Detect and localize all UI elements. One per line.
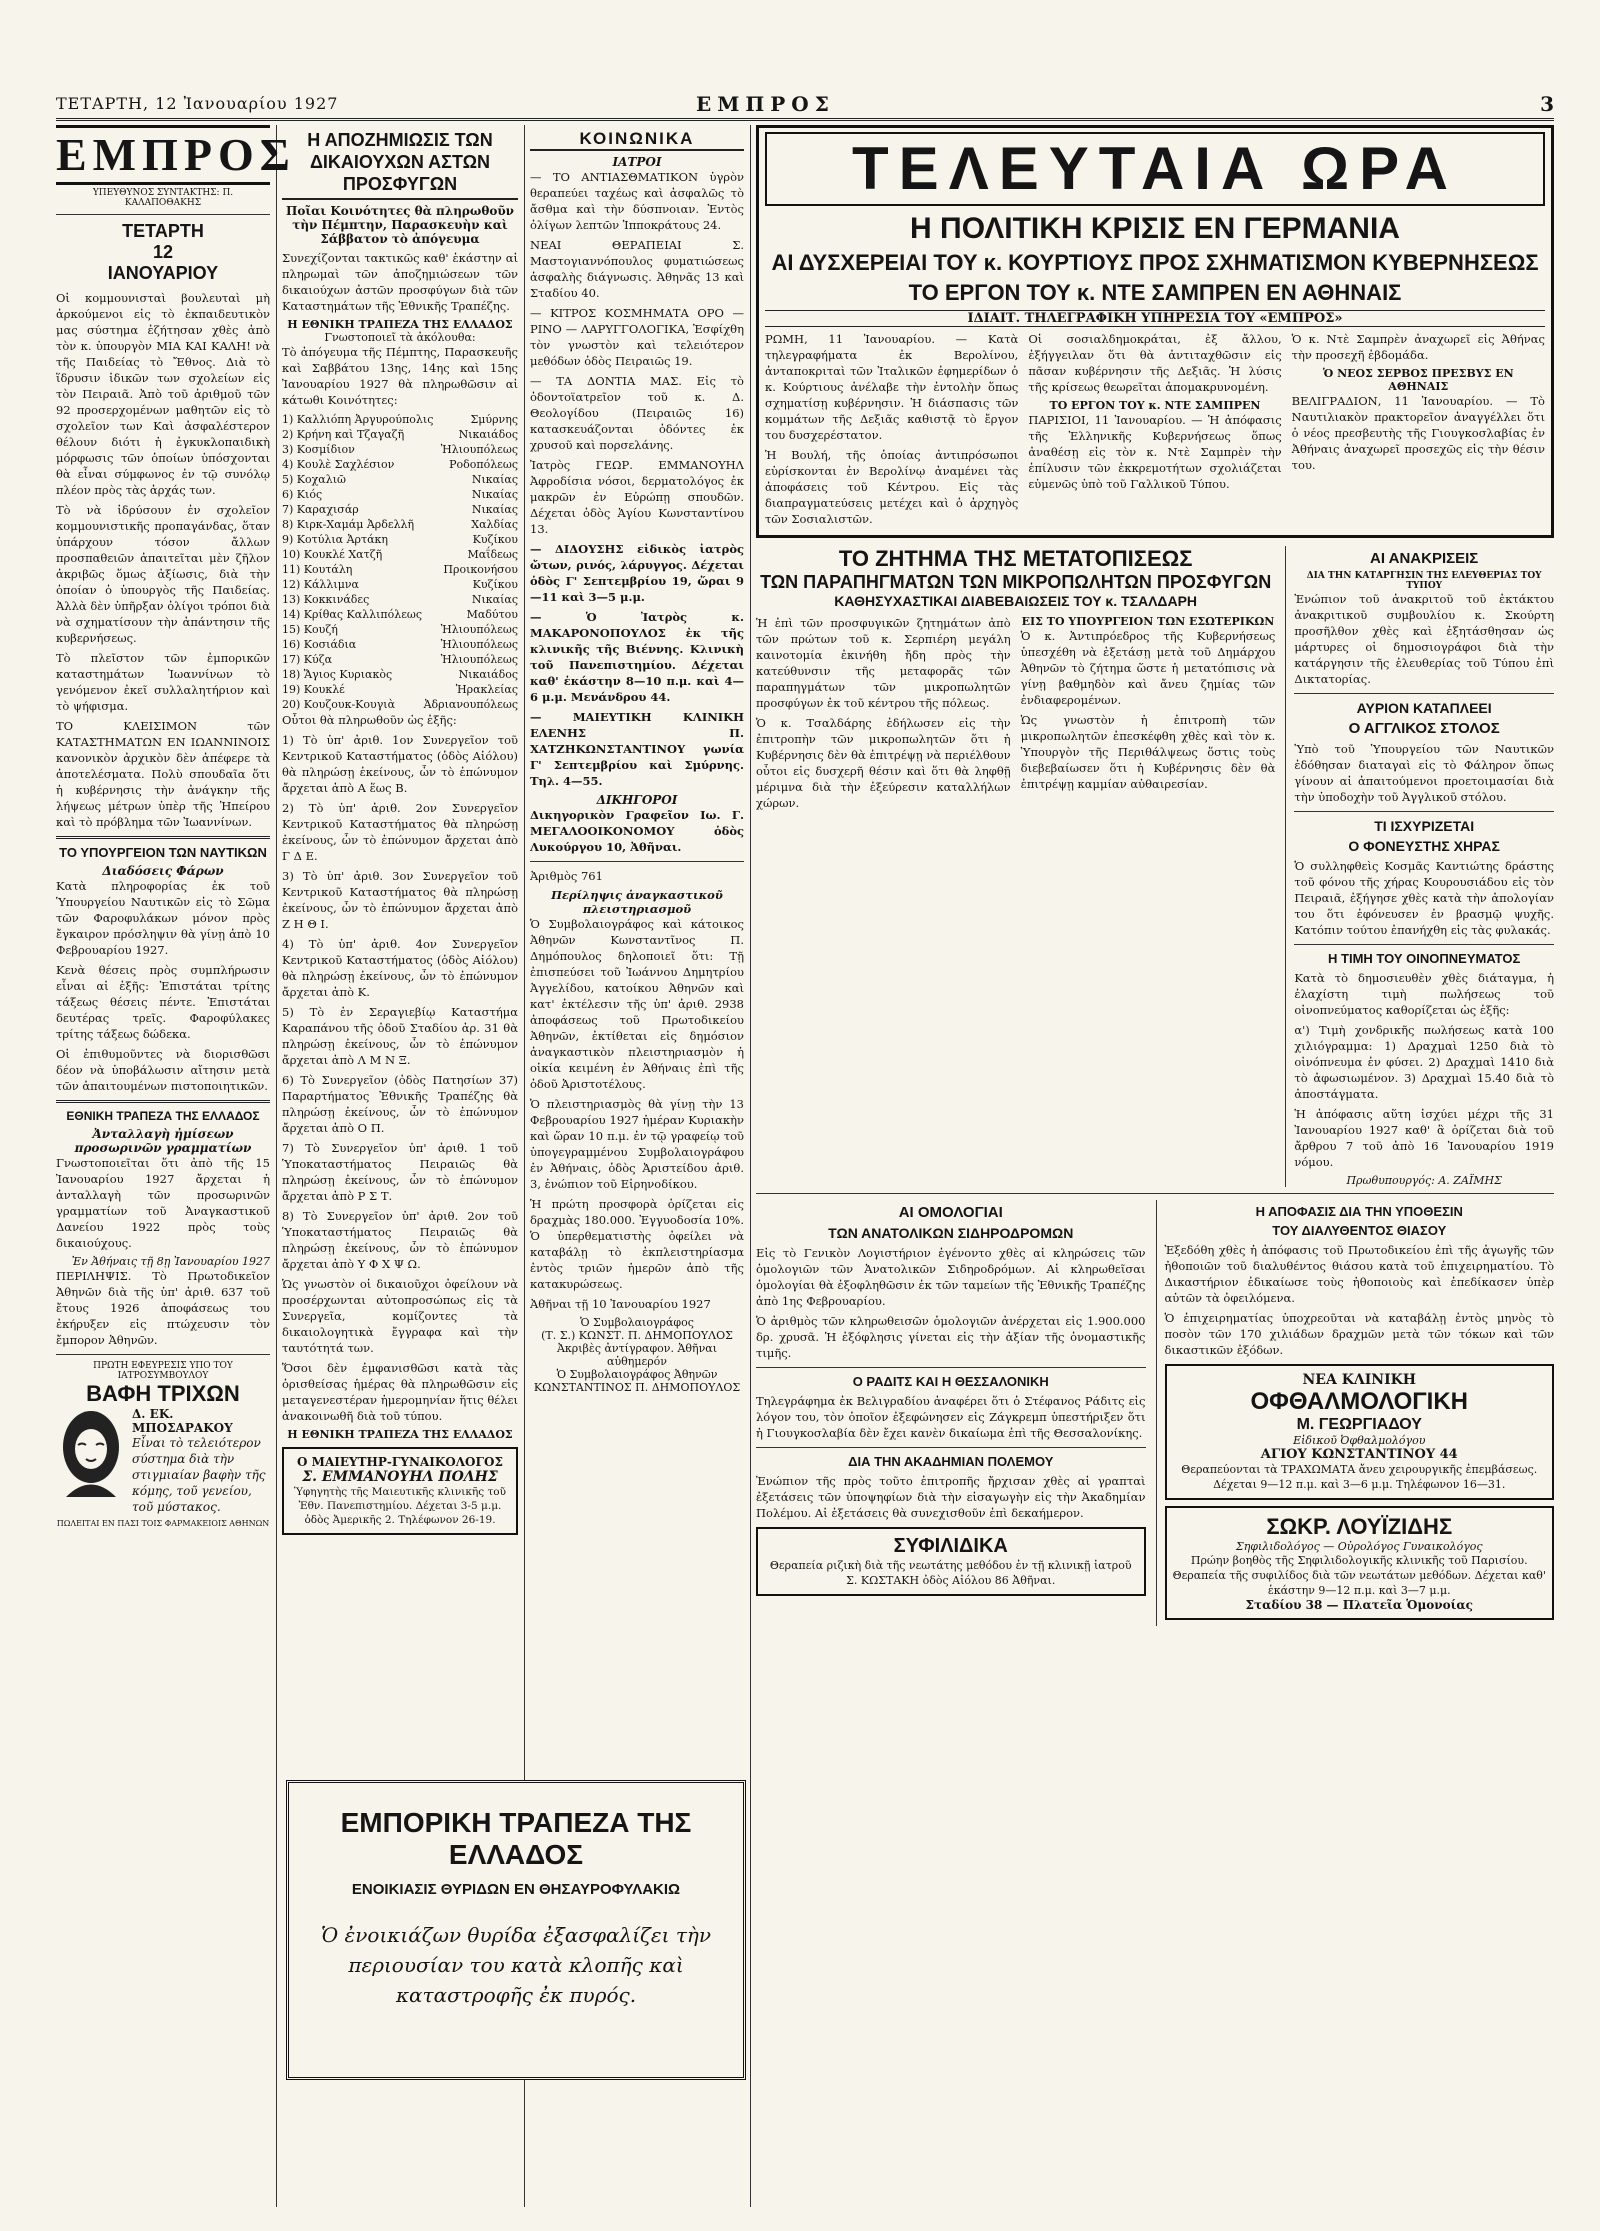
bank-subtitle: Ἀνταλλαγὴ ἠμίσεων προσωρινῶν γραμματίων	[74, 1127, 252, 1155]
community-area: Ροδοπόλεως	[449, 458, 518, 471]
belgrade-dispatch: ΒΕΛΙΓΡΑΔΙΟΝ, 11 Ἰανουαρίου. — Τὸ Ναυτιλιακὸν πρακτορεῖον ἀναγγέλλει ὅτι ὁ νέος πρεσβευτὴς τῆς Γιουγκοσλαβίας ἐν Ἀθήναις ἀναχωρεῖ προσεχῶς εἰς τὴν θέσιν του.	[1291, 394, 1545, 472]
kiosk-headline-1: ΤΟ ΖΗΤΗΜΑ ΤΗΣ ΜΕΤΑΤΟΠΙΣΕΩΣ	[838, 546, 1193, 571]
community-row	[282, 667, 518, 682]
community-row	[282, 442, 518, 457]
community-name: 6) Κιός	[282, 488, 323, 501]
reichstag-dispatch: Ἡ Βουλή, τῆς ὁποίας ἀντιπρόσωποι εὑρίσκονται ἐν Βερολίνῳ ἀναμένει τὰς ἀποφάσεις τοῦ Κέντρου. Εἰς τὰς διαπραγματεύσεις μετέχει καὶ ὁ ἀρχηγὸς τῶν Σοσιαλιστῶν.	[765, 448, 1019, 526]
community-name: 1) Καλλιόπη Ἀργυρούπολις	[282, 413, 434, 426]
compensation-p5: 2) Τὸ ὑπ' ἀριθ. 2ον Συνεργεῖον Κεντρικοῦ Καταστήματος θὰ πληρώσῃ ἐκείνους, ὧν τὸ ἐπώνυμον ἄρχεται ἀπὸ Γ Δ Ε.	[282, 801, 518, 863]
dechambrun-departure: Ὁ κ. Ντὲ Σαμπρὲν ἀναχωρεῖ εἰς Ἀθήνας τὴν προσεχῆ ἑβδομάδα.	[1291, 332, 1545, 362]
socialdemocrats-dispatch: Οἱ σοσιαλδημοκράται, ἐξ ἄλλου, ἐξήγγειλαν ὅτι θὰ ἀντιταχθῶσιν εἰς πᾶσαν κυβέρνησιν τῆς Δεξιᾶς. Ἡ λύσις τῆς κρίσεως θεωρεῖται ἀπομακρυνομένη.	[1028, 332, 1282, 394]
syphilis-ad	[756, 1527, 1146, 1596]
community-area: Μαΐδεως	[467, 548, 518, 561]
academy-p: Ἐνώπιον τῆς πρὸς τοῦτο ἐπιτροπῆς ἤρχισαν χθὲς αἱ γραπταὶ ἐξετάσεις τῶν ὑποψηφίων διὰ τὴν εἰσαγωγὴν εἰς τὴν Ἀκαδημίαν Πολέμου. Αἱ ἐξετάσεις θὰ συνεχισθοῦν ἐπὶ δεκαήμερον.	[756, 1474, 1146, 1520]
community-row	[282, 547, 518, 562]
community-row	[282, 487, 518, 502]
community-row	[282, 697, 518, 712]
community-area: Νικαιάδος	[458, 428, 518, 441]
troupe-column	[1156, 1200, 1555, 1626]
compensation-p2: Τὸ ἀπόγευμα τῆς Πέμπτης, Παρασκευῆς καὶ Σαββάτου 13ης, 14ης καὶ 15ης Ἰανουαρίου 1927 θὰ πληρωθῶσιν αἱ κάτωθι Κοινότητες:	[282, 345, 518, 407]
hairdye-ad-text: Εἶναι τὸ τελειότερον σύστημα διὰ τὴν στιγμιαίαν βαφὴν τῆς κόμης, τοῦ γενείου, τοῦ μύστακος.	[132, 1436, 266, 1514]
eye-clinic-text: Θεραπεύονται τὰ ΤΡΑΧΩΜΑΤΑ ἄνευ χειρουργικῆς ἐπεμβάσεως. Δέχεται 9—12 π.μ. καὶ 3—6 μ.μ. Τηλέφωνον 16—31.	[1181, 1463, 1538, 1491]
community-name: 19) Κουκλέ	[282, 683, 345, 696]
fleet-p: Ὑπὸ τοῦ Ὑπουργείου τῶν Ναυτικῶν ἐδόθησαν διαταγαὶ εἰς τὸ Φάληρον ὅπως γίνουν αἱ ἀπαιτούμενοι προετοιμασίαι διὰ τὴν ὑποδοχὴν τοῦ Ἀγγλικοῦ στόλου.	[1294, 742, 1554, 804]
serbian-envoy-subhead: Ὁ ΝΕΟΣ ΣΕΡΒΟΣ ΠΡΕΣΒΥΣ ΕΝ ΑΘΗΝΑΙΣ	[1322, 367, 1514, 393]
radic-title: Ο ΡΑΔΙΤΣ ΚΑΙ Η ΘΕΣΣΑΛΟΝΙΚΗ	[852, 1374, 1049, 1389]
community-area: Ἠλιουπόλεως	[440, 623, 518, 636]
dechambrun-headline: ΤΟ ΕΡΓΟΝ ΤΟΥ κ. ΝΤΕ ΣΑΜΠΡΕΝ ΕΝ ΑΘΗΝΑΙΣ	[908, 280, 1402, 305]
eye-clinic-name: Μ. ΓΕΩΡΓΙΑΔΟΥ	[1296, 1416, 1422, 1433]
social-p8: — ΜΑΙΕΥΤΙΚΗ ΚΛΙΝΙΚΗ ΕΛΕΝΗΣ Π. ΧΑΤΖΗΚΩΝΣΤΑΝΤΙΝΟΥ γωνία Γ' Σεπτεμβρίου καὶ Σμύρνης. Τηλ. 4—55.	[530, 710, 744, 788]
community-area: Νικαίας	[471, 593, 518, 606]
radic-p: Τηλεγράφημα ἐκ Βελιγραδίου ἀναφέρει ὅτι ὁ Στέφανος Ράδιτς εἰς λόγον του, τὸν ὁποῖον ἐξεφώνησεν εἰς Ζάγκρεμπ ὑπεστήριξεν ὅτι ἡ Γιουγκοσλαβία δὲν ἔχει κανὲν δικαίωμα ἐπὶ τῆς Θεσσαλονίκης.	[756, 1394, 1146, 1440]
railway-p1: Εἰς τὸ Γενικὸν Λογιστήριον ἐγένοντο χθὲς αἱ κληρώσεις τῶν ὁμολογιῶν τῶν Ἀνατολικῶν Σιδηροδρόμων. Αἱ κληρωθεῖσαι ὁμολογίαι θὰ ἐξοφληθῶσιν ἐκ τῶν ταμείων τῆς Ἐθνικῆς Τραπέζης ἀπὸ 1ης Φεβρουαρίου.	[756, 1246, 1146, 1308]
community-row	[282, 532, 518, 547]
community-area: Νικαιάδος	[458, 668, 518, 681]
editorial-p1: Οἱ κομμουνισταὶ βουλευταὶ μὴ ἀρκούμενοι εἰς τὸ ἐκπαιδευτικὸν μας σύστημα ἐζήτησαν χθὲς ἀπὸ τὸν κ. ὑπουργὸν ΜΙΑ ΚΑΙ ΚΑΛΗ! νὰ τῆς Παιδείας τὸ Ἔθνος. Διὰ τὸ ἵδρυσιν ἰδικῶν των σχολείων εἰς τὸν Πειραιᾶ. Ἀπὸ τοῦ ἀριθμοῦ τῶν 92 προσερχομένων μαθητῶν εἰς τὸ σχολεῖον των Καὶ ἀσφαλέστερον θέλουν διότι ἡ ἐγκυκλοπαιδικὴ μόρφωσις τῶν ὁποίων ὑπόσχονται θὰ εἶναι σύμφωνος ἐν τῷ συνόλῳ πλέον πρὸς τὰς ἀρχάς των.	[56, 291, 270, 497]
community-name: 4) Κουλὲ Σαχλέσιον	[282, 458, 395, 471]
compensation-p10: 7) Τὸ Συνεργεῖον ὑπ' ἀριθ. 1 τοῦ Ὑποκαταστήματος Πειραιῶς θὰ πληρώσῃ ἐκείνους, ὧν τὸ ἐπώνυμον ἄρχεται ἀπὸ Ρ Σ Τ.	[282, 1141, 518, 1203]
month: ΙΑΝΟΥΑΡΙΟΥ	[107, 263, 219, 283]
auction-date: Ἀθῆναι τῇ 10 Ἰανουαρίου 1927	[530, 1297, 711, 1311]
community-area: Νικαίας	[471, 488, 518, 501]
commercial-bank-title: ΕΜΠΟΡΙΚΗ ΤΡΑΠΕΖΑ ΤΗΣ ΕΛΛΑΔΟΣ	[340, 1807, 692, 1870]
eye-clinic-top: ΝΕΑ ΚΛΙΝΙΚΗ	[1302, 1372, 1417, 1388]
community-row	[282, 592, 518, 607]
bank-signature: Ἐν Ἀθήναις τῇ 8ῃ Ἰανουαρίου 1927	[71, 1255, 270, 1268]
community-name: 10) Κουκλέ Χατζῆ	[282, 548, 383, 561]
editor-line: ΥΠΕΥΘΥΝΟΣ ΣΥΝΤΑΚΤΗΣ: Π. ΚΑΛΑΠΟΘΑΚΗΣ	[92, 188, 234, 208]
social-p2: ΝΕΑΙ ΘΕΡΑΠΕΙΑΙ Σ. Μαστογιαννόπουλος φυματιώσεως ἀσφαλὴς διάγνωσις. Ἀθηνᾶς 13 καὶ Σταδίου 40.	[530, 238, 744, 300]
navy-subtitle: Διαδόσεις Φάρων	[102, 864, 224, 878]
commercial-bank-ad	[286, 1780, 746, 2080]
academy-title: ΔΙΑ ΤΗΝ ΑΚΑΔΗΜΙΑΝ ΠΟΛΕΜΟΥ	[848, 1454, 1054, 1469]
hairdye-ad-name: Δ. ΕΚ. ΜΠΟΣΑΡΑΚΟΥ	[132, 1407, 233, 1435]
column-1	[56, 125, 296, 2207]
alcohol-title: Η ΤΙΜΗ ΤΟΥ ΟΙΝΟΠΝΕΥΜΑΤΟΣ	[1328, 951, 1521, 966]
community-name: 14) Κρίθας Καλλιπόλεως	[282, 608, 423, 621]
social-p3: — ΚΙΤΡΟΣ ΚΟΣΜΗΜΑΤΑ ΟΡΟ — ΡΙΝΟ — ΛΑΡΥΓΓΟΛΟΓΙΚΑ, Ἐσφίχθη τὸν γνωστὸν καὶ τελειότερον μεθόδων ὁδὸς Πειραιῶς 19.	[530, 306, 744, 368]
compensation-p9: 6) Τὸ Συνεργεῖον (ὁδὸς Πατησίων 37) Παραρτήματος Ἐθνικῆς Τραπέζης θὰ πληρώσῃ ἐκείνους, ὧν τὸ ἐπώνυμον ἄρχεται ἀπὸ Ο Π.	[282, 1073, 518, 1135]
navy-title: ΤΟ ΥΠΟΥΡΓΕΙΟΝ ΤΩΝ ΝΑΥΤΙΚΩΝ	[59, 845, 267, 860]
community-area: Προικονήσου	[443, 563, 518, 576]
louizidis-title: ΣΩΚΡ. ΛΟΥΪΖΙΔΗΣ	[1266, 1514, 1453, 1539]
community-row	[282, 472, 518, 487]
kiosk-story	[756, 546, 1275, 1187]
social-p7: — Ὁ Ἰατρὸς κ. ΜΑΚΑΡΟΝΟΠΟΥΛΟΣ ἐκ τῆς κλινικῆς τῆς Βιέννης. Κλινικὴ τοῦ Πανεπιστημίου. Δέχεται καθ' ἑκάστην 8—10 π.μ. καὶ 4—6 μ.μ. Μενάνδρου 44.	[530, 610, 744, 704]
community-name: 8) Κιρκ-Χαμάμ Ἀρδελλῆ	[282, 518, 415, 531]
community-name: 5) Κοχαλιῶ	[282, 473, 346, 486]
community-name: 18) Ἅγιος Κυριακὸς	[282, 668, 393, 681]
rome-dispatch: ΡΩΜΗ, 11 Ἰανουαρίου. — Κατὰ τηλεγραφήματα ἐκ Βερολίνου, ἀνταποκριταὶ τῶν Ἰταλικῶν ἐφημερίδων ὁ κ. Κούρτιους ἀνέλαβε τὴν ἐντολὴν ὅπως σχηματίσῃ κυβέρνησιν. Ἡ διάσπασις τῶν κομμάτων τῆς Δεξιᾶς καθιστᾷ τὸ ἔργον του δυσχερέστατον.	[765, 332, 1019, 442]
inquiries-title: ΑΙ ΑΝΑΚΡΙΣΕΙΣ	[1370, 550, 1479, 567]
community-name: 13) Κοκκινάδες	[282, 593, 370, 606]
auction-sig1: Ὁ Συμβολαιογράφος	[580, 1316, 694, 1329]
louizidis-text: Πρώην βοηθὸς τῆς Σηφιλιδολογικῆς κλινικῆς τοῦ Παρισίου. Θεραπεία τῆς συφιλίδος διὰ τῶν νεωτάτων μεθόδων. Δέχεται καθ' ἑκάστην 9—12 π.μ. καὶ 3—7 μ.μ.	[1172, 1554, 1546, 1597]
auction-title: Περίληψις ἀναγκαστικοῦ πλειστηριασμοῦ	[551, 888, 723, 916]
compensation-title: Η ΑΠΟΖΗΜΙΩΣΙΣ ΤΩΝ ΔΙΚΑΙΟΥΧΩΝ ΑΣΤΩΝ ΠΡΟΣΦΥΓΩΝ	[282, 129, 518, 200]
louizidis-footer: Σταδίου 38 — Πλατεῖα Ὁμονοίας	[1245, 1598, 1473, 1612]
column-rule	[276, 125, 277, 2207]
community-row	[282, 502, 518, 517]
railway-title-2: ΤΩΝ ΑΝΑΤΟΛΙΚΩΝ ΣΙΔΗΡΟΔΡΟΜΩΝ	[828, 1225, 1074, 1241]
community-name: 15) Κουζή	[282, 623, 338, 636]
community-area: Νικαίας	[471, 473, 518, 486]
day-number: 12	[152, 242, 174, 262]
social-p6: — ΔΙΔΟΥΣΗΣ εἰδικὸς ἰατρὸς ὤτων, ρινός, λάρυγγος. Δέχεται ὁδὸς Γ' Σεπτεμβρίου 19, ὥραι 9—11 καὶ 3—5 μ.μ.	[530, 542, 744, 604]
masthead: ΕΜΠΡΟΣ	[56, 125, 270, 185]
weekday: ΤΕΤΑΡΤΗ	[122, 221, 204, 241]
paper-name: ΕΜΠΡΟΣ	[696, 92, 835, 116]
community-row	[282, 427, 518, 442]
troupe-p1: Ἐξεδόθη χθὲς ἡ ἀπόφασις τοῦ Πρωτοδικείου ἐπὶ τῆς ἀγωγῆς τῶν ἠθοποιῶν τοῦ διαλυθέντος θιάσου κατὰ τοῦ ἐπιχειρηματίου. Τὸ Δικαστήριον ἐδικαίωσε τοὺς ἠθοποιοὺς καὶ ἐπεδίκασεν ὑπὲρ αὐτῶν τὰ ὀφειλόμενα.	[1164, 1243, 1554, 1305]
auction-p1: Ὁ Συμβολαιογράφος καὶ κάτοικος Ἀθηνῶν Κωνσταντῖνος Π. Δημόπουλος δηλοποιεῖ ὅτι: Τῇ ἐπισπεύσει τοῦ Ἰωάννου Δημητρίου Ἀγγελίδου, κατοίκου Ἀθηνῶν καὶ κατ' ἐκτέλεσιν τῆς ὑπ' ἀριθ. 2938 ἀποφάσεως τοῦ Πρωτοδικείου Ἀθηνῶν, ἐκτίθεται εἰς δημόσιον ἀναγκαστικὸν πλειστηριασμὸν ἡ οἰκία κειμένη ἐν Ἀθήναις ἐπὶ τῆς ὁδοῦ Ἀριστοτέλους.	[530, 917, 744, 1091]
commercial-bank-subtitle: ΕΝΟΙΚΙΑΣΙΣ ΘΥΡΙΔΩΝ ΕΝ ΘΗΣΑΥΡΟΦΥΛΑΚΙΩ	[351, 1881, 681, 1898]
community-row	[282, 457, 518, 472]
social-p1: — ΤΟ ΑΝΤΙΑΣΘΜΑΤΙΚΟΝ ὑγρὸν θεραπεύει ταχέως καὶ ἀσφαλῶς τὸ ἄσθμα καὶ τὴν δύσπνοιαν. Ἐντὸς ὀλίγων λεπτῶν Ἱπποκράτους 24.	[530, 170, 744, 232]
syphilis-ad-text: Θεραπεία ριζικὴ διὰ τῆς νεωτάτης μεθόδου ἐν τῇ κλινικῇ ἰατροῦ Σ. ΚΩΣΤΑΚΗ ὁδὸς Αἰόλου 86 Ἀθῆναι.	[769, 1559, 1132, 1587]
auction-sig5: ΚΩΝΣΤΑΝΤΙΝΟΣ Π. ΔΗΜΟΠΟΥΛΟΣ	[533, 1381, 741, 1394]
compensation-p6: 3) Τὸ ὑπ' ἀριθ. 3ον Συνεργεῖον τοῦ Κεντρικοῦ Καταστήματος θὰ πληρώσῃ ἐκείνους, ὧν τὸ ἐπώνυμον ἄρχεται ἀπὸ Ζ Η Θ Ι.	[282, 869, 518, 931]
bank-p1: Γνωστοποιεῖται ὅτι ἀπὸ τῆς 15 Ἰανουαρίου 1927 ἄρχεται ἡ ἀνταλλαγὴ τῶν προσωρινῶν γραμματίων τοῦ Ἀναγκαστικοῦ Δανείου 1922 πρὸς τοὺς δικαιούχους.	[56, 1156, 270, 1250]
community-area: Σμύρνης	[470, 413, 518, 426]
hairdye-ad-top: ΠΡΩΤΗ ΕΦΕΥΡΕΣΙΣ ΥΠΟ ΤΟΥ ΙΑΤΡΟΣΥΜΒΟΥΛΟΥ	[93, 1361, 233, 1381]
alcohol-p2: α') Τιμὴ χονδρικῆς πωλήσεως κατὰ 100 χιλιόγραμμα: 1) Δραχμαὶ 1250 διὰ τὸ οἰνόπνευμα ἐν φύσει. 2) Δραχμαὶ 1410 διὰ τὸ ἀφωσιωμένον. 3) Δραχμαὶ 15.40 διὰ τὸ ἀποστάγματα.	[1294, 1023, 1554, 1101]
last-hour-box	[756, 125, 1554, 538]
eye-clinic-address: ΑΓΙΟΥ ΚΩΝΣΤΑΝΤΙΝΟΥ 44	[1260, 1447, 1458, 1462]
alcohol-p3: Ἡ ἀπόφασις αὕτη ἰσχύει μέχρι τῆς 31 Ἰανουαρίου 1927 καθ' ἃ ὁρίζεται διὰ τοῦ ἄρθρου 7 τοῦ ἀπὸ 16 Ἰανουαρίου 1919 νόμου.	[1294, 1107, 1554, 1169]
community-area: Ἀδριανουπόλεως	[423, 698, 518, 711]
doctors-section: ΙΑΤΡΟΙ	[612, 155, 662, 169]
community-name: 2) Κρήνη καὶ Τζαγαζῆ	[282, 428, 405, 441]
railway-p2: Ὁ ἀριθμὸς τῶν κληρωθεισῶν ὁμολογιῶν ἀνέρχεται εἰς 1.900.000 δρ. χρυσᾶ. Ἡ ἐξόφλησις γίνεται εἰς τὴν ἀξίαν τῆς ὀνομαστικῆς τιμῆς.	[756, 1314, 1146, 1360]
community-area: Ἠλιουπόλεως	[440, 653, 518, 666]
woman-portrait-icon	[56, 1407, 126, 1507]
community-name: 17) Κύζα	[282, 653, 333, 666]
community-name: 3) Κοσμίδιον	[282, 443, 355, 456]
auction-sig2: (Τ. Σ.) ΚΩΝΣΤ. Π. ΔΗΜΟΠΟΥΛΟΣ	[541, 1329, 733, 1342]
alcohol-p1: Κατὰ τὸ δημοσιευθὲν χθὲς διάταγμα, ἡ ἐλαχίστη τιμὴ πωλήσεως τοῦ οἰνοπνεύματος καθορίζεται ὡς ἑξῆς:	[1294, 971, 1554, 1017]
navy-p3: Οἱ ἐπιθυμοῦντες νὰ διορισθῶσι δέον νὰ ὑποβάλωσιν αἴτησιν μετὰ τῶν ἀπαιτουμένων πιστοποιητικῶν.	[56, 1047, 270, 1093]
compensation-p8: 5) Τὸ ἐν Σεραγιεβίῳ Καταστήμα Καραπάνου τῆς ὁδοῦ Σταδίου ἀρ. 31 θὰ πληρώσῃ ἐκείνους, ὧν τὸ ἐπώνυμον ἄρχεται ἀπὸ Λ Μ Ν Ξ.	[282, 1005, 518, 1067]
community-area: Ἠλιουπόλεως	[440, 443, 518, 456]
kiosk-p4: Ὁ κ. Ἀντιπρόεδρος τῆς Κυβερνήσεως ὑπεσχέθη νὰ ἐξετάσῃ μετὰ τοῦ Δημάρχου Ἀθηνῶν τὸ ζήτημα ὥστε ἡ μετατόπισις νὰ γίνῃ βαθμηδὸν καὶ ἄνευ ζημίας τῶν ἐνδιαφερομένων.	[1020, 629, 1276, 707]
kiosk-p5: Ὡς γνωστὸν ἡ ἐπιτροπὴ τῶν μικροπωλητῶν ἐπεσκέφθη χθὲς καὶ τὸν κ. Ὑπουργὸν τῆς Περιθάλψεως ὅστις τοὺς διεβεβαίωσεν ὅτι ἡ Κυβέρνησις δὲν θὰ ἐπιτρέψῃ καμμίαν αὐθαιρεσίαν.	[1020, 713, 1276, 791]
compensation-p1: Συνεχίζονται τακτικῶς καθ' ἑκάστην αἱ πληρωμαὶ τῶν ἀποζημιώσεων τῶν δικαιούχων ἀστῶν προσφύγων διὰ τῶν Καταστημάτων τῆς Ἐθνικῆς Τραπέζης.	[282, 251, 518, 313]
kiosk-p1: Ἡ ἐπὶ τῶν προσφυγικῶν ζητημάτων ἀπὸ τῶν πρώτων τοῦ κ. Σερπιέρη μεγάλη καινοτομία ἐκινήθη ἤδη πρὸς τὴν κατεύθυνσιν τῆς μεταφορᾶς τῶν παραπηγμάτων τῶν μικροπωλητῶν προσφύγων ἐκ τοῦ κέντρου τῆς πόλεως.	[756, 616, 1011, 710]
bank-p2: ΠΕΡΙΛΗΨΙΣ. Τὸ Πρωτοδικεῖον Ἀθηνῶν διὰ τῆς ὑπ' ἀριθ. 637 τοῦ ἔτους 1926 ἀποφάσεως του ἐκήρυξεν εἰς πτώχευσιν τὸν ἔμπορον Ἀθηνῶν.	[56, 1269, 270, 1347]
obstetrician-name: Σ. ΕΜΜΑΝΟΥΗΛ ΠΟΛΗΣ	[302, 1469, 498, 1485]
social-title: ΚΟΙΝΩΝΙΚΑ	[530, 129, 744, 151]
railway-column	[756, 1200, 1146, 1626]
right-side-column	[1285, 546, 1554, 1187]
compensation-p3: Οὗτοι θὰ πληρωθοῦν ὡς ἑξῆς:	[282, 713, 457, 727]
eye-clinic-role: Εἰδικοῦ Ὀφθαλμολόγου	[1293, 1434, 1426, 1447]
editorial-p2: Τὸ νὰ ἱδρύσουν ἐν σχολεῖον κομμουνιστικῆς προπαγάνδας, ὅταν ὑπάρχουν τόσον ἄλλων προσπαθειῶν ἀπαιτεῖται μὲν ζῆλον ἀκριβῶς ὅμως ἀξίωσις, διὰ τὴν ὁποίαν ὁ ὑπουργὸς τῆς Παιδείας. Ἀλλὰ δὲν ὑπῆρξαν ὀλίγοι τρόποι διὰ νὰ σχηματίσουν τὴν ἀπάντησιν τῆς κυβερνήσεως.	[56, 503, 270, 645]
social-p4: — ΤΑ ΔΟΝΤΙΑ ΜΑΣ. Εἰς τὸ ὀδοντοϊατρεῖον τοῦ κ. Δ. Θεολογίδου (Πειραιῶς 16) κατασκευάζονται ὀδόντες ἐκ χρυσοῦ καὶ πορσελάνης.	[530, 374, 744, 452]
compensation-lede: Ποῖαι Κοινότητες θὰ πληρωθοῦν τὴν Πέμπτην, Παρασκευὴν καὶ Σάββατον τὸ ἀπόγευμα	[286, 204, 514, 246]
community-row	[282, 682, 518, 697]
dechambrun-subhead: ΤΟ ΕΡΓΟΝ ΤΟΥ κ. ΝΤΕ ΣΑΜΠΡΕΝ	[1049, 399, 1261, 412]
compensation-p4: 1) Τὸ ὑπ' ἀριθ. 1ον Συνεργεῖον τοῦ Κεντρικοῦ Καταστήματος (ὁδὸς Αἰόλου) θὰ πληρώσῃ ἐκείνους, ὧν τὸ ἐπώνυμον ἄρχεται ἀπὸ Α ἕως Β.	[282, 733, 518, 795]
compensation-bank-foot: Η ΕΘΝΙΚΗ ΤΡΑΠΕΖΑ ΤΗΣ ΕΛΛΑΔΟΣ	[287, 1428, 513, 1441]
eye-clinic-title: ΟΦΘΑΛΜΟΛΟΓΙΚΗ	[1250, 1388, 1469, 1415]
auction-p3: Ἡ πρώτη προσφορὰ ὁρίζεται εἰς δραχμὰς 180.000. Ἐγγυοδοσία 10%. Ὁ ὑπερθεματιστὴς ὀφείλει νὰ καταβάλῃ τὸ ἐκπλειστηρίασμα ἐντὸς τριῶν ἡμερῶν ἀπὸ τῆς κατακυρώσεως.	[530, 1197, 744, 1291]
compensation-p7: 4) Τὸ ὑπ' ἀριθ. 4ον Συνεργεῖον Κεντρικοῦ Καταστήματος (ὁδὸς Αἰόλου) θὰ πληρώσῃ ἐκείνους, ὧν τὸ ἐπώνυμον ἄρχεται ἀπὸ Κ.	[282, 937, 518, 999]
compensation-bankline2: Γνωστοποιεῖ τὰ ἀκόλουθα:	[324, 331, 476, 344]
community-name: 11) Κουτάλη	[282, 563, 353, 576]
paris-dispatch: ΠΑΡΙΣΙΟΙ, 11 Ἰανουαρίου. — Ἡ ἀπόφασις τῆς Ἑλληνικῆς Κυβερνήσεως ὅπως ἀναθέσῃ εἰς τὸν κ. Ντὲ Σαμπρὲν τὴν ἐπίλυσιν τῶν ἐκκρεμοτήτων σχολιάζεται εὐμενῶς ὑπὸ τοῦ Γαλλικοῦ Τύπου.	[1028, 413, 1282, 491]
column-rule	[750, 125, 751, 2207]
obstetrician-text: Ὑφηγητὴς τῆς Μαιευτικῆς κλινικῆς τοῦ Ἐθν. Πανεπιστημίου. Δέχεται 3-5 μ.μ. ὁδὸς Ἀμερικῆς 2. Τηλέφωνον 26-19.	[294, 1486, 506, 1526]
alcohol-signature: Πρωθυπουργός: Α. ΖΑΪΜΗΣ	[1346, 1174, 1502, 1187]
hairdye-ad-foot: ΠΩΛΕΙΤΑΙ ΕΝ ΠΑΣΙ ΤΟΙΣ ΦΑΡΜΑΚΕΙΟΙΣ ΑΘΗΝΩΝ	[56, 1519, 270, 1528]
inquiries-p: Ἐνώπιον τοῦ ἀνακριτοῦ τοῦ ἐκτάκτου ἀνακριτικοῦ συμβουλίου κ. Σκούρτη προσῆλθον χθὲς καὶ ἐξητάσθησαν ὡς μάρτυρες οἱ δημοσιογράφοι διὰ τὴν κατάργησιν τῆς ἐλευθερίας τοῦ Τύπου ἐπὶ Δικτατορίας.	[1294, 592, 1554, 686]
compensation-p12: Ὡς γνωστὸν οἱ δικαιοῦχοι ὀφείλουν νὰ προσέρχωνται αὐτοπροσώπως εἰς τὰ Συνεργεῖα, κομίζοντες τὰ δικαιολογητικὰ ἔγγραφα καὶ τὴν ταυτότητά των.	[282, 1277, 518, 1355]
widow-p: Ὁ συλληφθεὶς Κοσμᾶς Καντιώτης δράστης τοῦ φόνου τῆς χήρας Κουρουσιάδου εἰς τὸν Πειραιᾶ, ἐξήγησε χθὲς κατὰ τὴν ἀπολογίαν του ὅτι ἐφόνευσεν ἐν βρασμῷ ψυχῆς. Κατόπιν τούτου ἐπανήχθη εἰς τὰς φυλακάς.	[1294, 859, 1554, 937]
hairdye-ad-title: ΒΑΦΗ ΤΡΙΧΩΝ	[86, 1381, 240, 1406]
community-name: 20) Κουζουκ-Κουγιὰ	[282, 698, 396, 711]
obstetrician-title: Ο ΜΑΙΕΥΤΗΡ-ΓΥΝΑΙΚΟΛΟΓΟΣ	[297, 1455, 503, 1469]
community-row	[282, 622, 518, 637]
fleet-subtitle: Ο ΑΓΓΛΙΚΟΣ ΣΤΟΛΟΣ	[1348, 720, 1500, 737]
community-area: Κυζίκου	[472, 533, 518, 546]
community-row	[282, 637, 518, 652]
community-row	[282, 652, 518, 667]
widow-subtitle: Ο ΦΟΝΕΥΣΤΗΣ ΧΗΡΑΣ	[1348, 838, 1500, 854]
auction-sig4: Ὁ Συμβολαιογράφος Ἀθηνῶν	[556, 1368, 718, 1381]
community-row	[282, 577, 518, 592]
community-area: Χαλδίας	[471, 518, 518, 531]
navy-p1: Κατὰ πληροφορίας ἐκ τοῦ Ὑπουργείου Ναυτικῶν εἰς τὸ Σῶμα τῶν Φαροφυλάκων μόνον πρὸς ἔγκαιρον πρόσληψιν θὰ γίνῃ ἀπὸ 10 Φεβρουαρίου 1927.	[56, 879, 270, 957]
fleet-title: ΑΥΡΙΟΝ ΚΑΤΑΠΛΕΕΙ	[1356, 700, 1492, 716]
compensation-bankline: Η ΕΘΝΙΚΗ ΤΡΑΠΕΖΑ ΤΗΣ ΕΛΛΑΔΟΣ	[287, 318, 513, 331]
kiosk-headline-3: ΚΑΘΗΣΥΧΑΣΤΙΚΑΙ ΔΙΑΒΕΒΑΙΩΣΕΙΣ ΤΟΥ κ. ΤΣΑΛΔΑΡΗ	[834, 593, 1198, 609]
community-area: Κυζίκου	[472, 578, 518, 591]
curtius-headline: ΑΙ ΔΥΣΧΕΡΕΙΑΙ ΤΟΥ κ. ΚΟΥΡΤΙΟΥΣ ΠΡΟΣ ΣΧΗΜΑΤΙΣΜΟΝ ΚΥΒΕΡΝΗΣΕΩΣ	[771, 250, 1539, 275]
community-area: Ἡρακλείας	[455, 683, 518, 696]
inquiries-subtitle: ΔΙΑ ΤΗΝ ΚΑΤΑΡΓΗΣΙΝ ΤΗΣ ΕΛΕΥΘΕΡΙΑΣ ΤΟΥ ΤΥΠΟΥ	[1306, 571, 1542, 591]
troupe-p2: Ὁ ἐπιχειρηματίας ὑποχρεοῦται νὰ καταβάλῃ ἐντὸς μηνὸς τὸ ποσὸν τῶν 170 χιλιάδων δραχμῶν μετὰ τῶν τόκων καὶ τῶν δικαστικῶν ἐξόδων.	[1164, 1311, 1554, 1357]
right-block	[756, 125, 1554, 2207]
obstetrician-ad	[282, 1447, 518, 1535]
telegraph-service: ΙΔΙΑΙΤ. ΤΗΛΕΓΡΑΦΙΚΗ ΥΠΗΡΕΣΙΑ ΤΟΥ «ΕΜΠΡΟΣ»	[765, 310, 1545, 327]
eye-clinic-ad	[1165, 1364, 1555, 1500]
bank-title: ΕΘΝΙΚΗ ΤΡΑΠΕΖΑ ΤΗΣ ΕΛΛΑΔΟΣ	[66, 1109, 260, 1123]
page-number: 3	[1540, 92, 1554, 116]
community-name: 12) Κάλλιμνα	[282, 578, 359, 591]
running-head	[56, 92, 1554, 121]
community-list	[282, 412, 518, 712]
auction-number: Ἀριθμὸς 761	[530, 869, 603, 883]
syphilis-ad-title: ΣΥΦΙΛΙΔΙΚΑ	[893, 1535, 1008, 1557]
troupe-subtitle: ΤΟΥ ΔΙΑΛΥΘΕΝΤΟΣ ΘΙΑΣΟΥ	[1272, 1223, 1447, 1238]
commercial-bank-text: Ὁ ἐνοικιάζων θυρίδα ἐξασφαλίζει τὴν περιουσίαν του κατὰ κλοπῆς καὶ καταστροφῆς ἐκ πυρός.	[320, 1923, 712, 2007]
navy-p2: Κενὰ θέσεις πρὸς συμπλήρωσιν εἶναι αἱ ἑξῆς: Ἐπιστάται τρίτης τάξεως θέσεις πέντε. Ἐπιστάται δευτέρας τρεῖς. Φαροφύλακες τρίτης τάξεως δώδεκα.	[56, 963, 270, 1041]
community-area: Ἠλιουπόλεως	[440, 638, 518, 651]
auction-sig3: Ἀκριβὲς ἀντίγραφον. Ἀθῆναι αὐθημερόν	[556, 1342, 718, 1368]
louizidis-ad	[1165, 1506, 1555, 1620]
social-p5: Ἰατρὸς ΓΕΩΡ. ΕΜΜΑΝΟΥΗΛ Ἀφροδίσια νόσοι, δερματολόγος ἐκ μακρῶν ἐν Εὐρώπῃ σπουδῶν. Δέχεται ὁδὸς Ἁγίου Κωνσταντίνου 13.	[530, 458, 744, 536]
community-row	[282, 517, 518, 532]
compensation-p13: Ὅσοι δὲν ἐμφανισθῶσι κατὰ τὰς ὁρισθείσας ἡμέρας θὰ πληρωθῶσιν εἰς μεταγενεστέραν ἡμερομηνίαν ἥτις θέλει ἀνακοινωθῆ διὰ τοῦ τύπου.	[282, 1361, 518, 1423]
community-row	[282, 412, 518, 427]
widow-title: ΤΙ ΙΣΧΥΡΙΖΕΤΑΙ	[1374, 818, 1475, 834]
auction-p2: Ὁ πλειστηριασμὸς θὰ γίνῃ τὴν 13 Φεβρουαρίου 1927 ἡμέραν Κυριακὴν καὶ ὥραν 10 π.μ. ἐν τῷ γραφείῳ τοῦ ὑπογεγραμμένου Συμβολαιογράφου ἐν Ἀθήναις, ὁδὸς Ἀριστείδου ἀριθ. 3, ἐνώπιον τοῦ Εἰρηνοδίκου.	[530, 1097, 744, 1191]
community-area: Μαδύτου	[466, 608, 518, 621]
editorial-p3: Τὸ πλεῖστον τῶν ἐμπορικῶν καταστημάτων Ἰωαννίνων τὸ γενόμενον ἐκεῖ συλλαλητήριον καὶ τὸ ψήφισμα.	[56, 651, 270, 713]
community-name: 16) Κοσιάδια	[282, 638, 357, 651]
community-area: Νικαίας	[471, 503, 518, 516]
troupe-title: Η ΑΠΟΦΑΣΙΣ ΔΙΑ ΤΗΝ ΥΠΟΘΕΣΙΝ	[1255, 1204, 1463, 1219]
louizidis-subtitle: Σηφιλιδολόγος — Οὐρολόγος Γυναικολόγος	[1235, 1540, 1483, 1553]
date-line: ΤΕΤΑΡΤΗ, 12 Ἰανουαρίου 1927	[56, 94, 339, 113]
column-3	[530, 125, 744, 1771]
community-row	[282, 607, 518, 622]
community-row	[282, 562, 518, 577]
lawyers-section: ΔΙΚΗΓΟΡΟΙ	[596, 793, 678, 807]
kiosk-p3: Ὁ κ. Τσαλδάρης ἐδήλωσεν εἰς τὴν ἐπιτροπὴν τῶν μικροπωλητῶν ὅτι ἡ Κυβέρνησις δὲν θὰ ἐπιτρέψῃ νὰ περιέλθουν οὗτοι εἰς δυσχερῆ θέσιν καὶ ὅτι θὰ ληφθῇ μέριμνα διὰ τὴν ἐξεύρεσιν καταλλήλων χώρων.	[756, 716, 1011, 810]
kiosk-headline-2: ΤΩΝ ΠΑΡΑΠΗΓΜΑΤΩΝ ΤΩΝ ΜΙΚΡΟΠΩΛΗΤΩΝ ΠΡΟΣΦΥΓΩΝ	[760, 572, 1272, 592]
compensation-p11: 8) Τὸ Συνεργεῖον ὑπ' ἀριθ. 2ον τοῦ Ὑποκαταστήματος Πειραιῶς θὰ πληρώσῃ ἐκείνους, ὧν τὸ ἐπώνυμον ἄρχεται ἀπὸ Υ Φ Χ Ψ Ω.	[282, 1209, 518, 1271]
railway-title-1: ΑΙ ΟΜΟΛΟΓΙΑΙ	[898, 1204, 1003, 1221]
community-name: 7) Καραχισάρ	[282, 503, 359, 516]
last-hour-banner: ΤΕΛΕΥΤΑΙΑ ΩΡΑ	[765, 132, 1545, 206]
community-name: 9) Κοτύλια Ἀρτάκη	[282, 533, 388, 546]
editorial-p4: ΤΟ ΚΛΕΙΣΙΜΟΝ τῶν ΚΑΤΑΣΤΗΜΑΤΩΝ ΕΝ ΙΩΑΝΝΙΝΟΙΣ κανονικὸν ἀρχικὸν δὲν ἀπέφερε τὰ ἀποτελέσματα. Πολὺ σπουδαῖα ὅτι ἡ κυβέρνησις τὴν ἀνάγκην τῆς λήψεως μέτρων ὑπὲρ τῆς Ἠπείρου καὶ τὸ πρόβλημα τῶν Ἰωαννίνων.	[56, 719, 270, 829]
kiosk-subhead: ΕΙΣ ΤΟ ΥΠΟΥΡΓΕΙΟΝ ΤΩΝ ΕΣΩΤΕΡΙΚΩΝ	[1021, 615, 1275, 628]
germany-headline: Η ΠΟΛΙΤΙΚΗ ΚΡΙΣΙΣ ΕΝ ΓΕΡΜΑΝΙΑ	[910, 212, 1400, 245]
social-p9: Δικηγορικὸν Γραφεῖον Ιω. Γ. ΜΕΓΑΛΟΟΙΚΟΝΟΜΟΥ ὁδὸς Λυκούργου 10, Ἀθῆναι.	[530, 808, 744, 854]
